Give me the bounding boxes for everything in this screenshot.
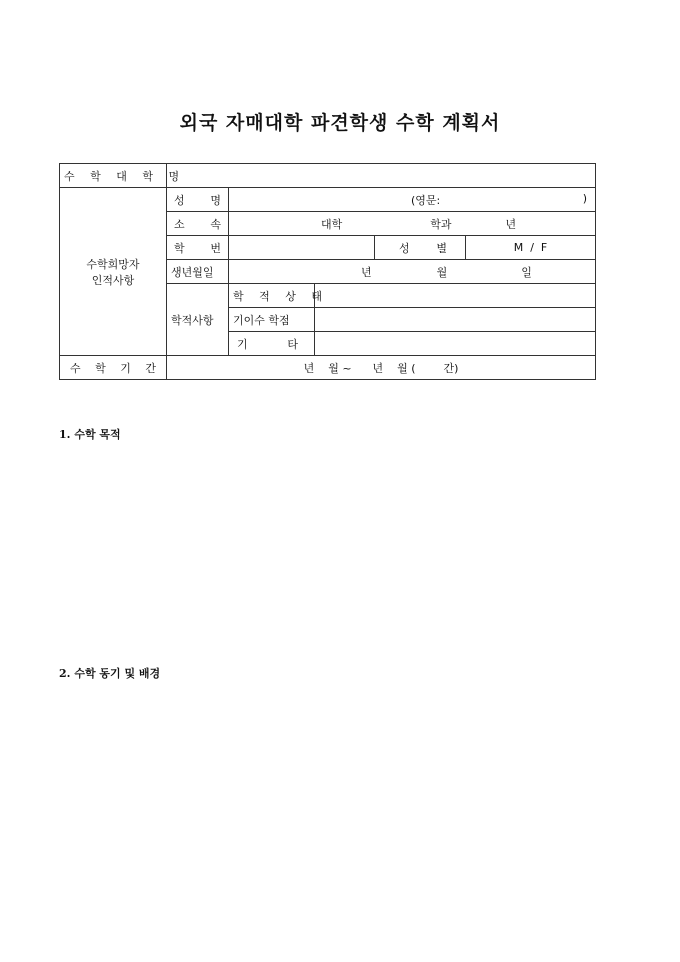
section-heading-purpose: 1. 수학 목적 (59, 428, 121, 441)
university-name-field[interactable] (167, 164, 596, 188)
page-title: 외국 자매대학 파견학생 수학 계획서 (179, 112, 501, 134)
other-label: 기 타 (229, 332, 315, 356)
gender-label: 성 별 (375, 236, 466, 260)
section-heading-motivation: 2. 수학 동기 및 배경 (59, 667, 161, 680)
name-field[interactable]: (영문: ) (229, 188, 596, 212)
name-label: 성 명 (167, 188, 229, 212)
birth-date-label: 생년월일 (167, 260, 229, 284)
study-period-field[interactable]: 년 월 ~ 년 월 ( 간) (167, 356, 596, 380)
affiliation-field[interactable]: 대학 학과 년 (229, 212, 596, 236)
university-name-label: 수 학 대 학 명 (60, 164, 167, 188)
study-period-label: 수 학 기 간 (60, 356, 167, 380)
affiliation-label: 소 속 (167, 212, 229, 236)
completed-credits-field[interactable] (315, 308, 596, 332)
academic-status-label: 학적사항 (167, 284, 229, 356)
student-id-label: 학 번 (167, 236, 229, 260)
applicant-info-label: 수학희망자 인적사항 (60, 188, 167, 356)
gender-field[interactable]: M / F (466, 236, 596, 260)
enrollment-status-label: 학 적 상 태 (229, 284, 315, 308)
completed-credits-label: 기이수 학점 (229, 308, 315, 332)
student-id-field[interactable] (229, 236, 375, 260)
other-field[interactable] (315, 332, 596, 356)
enrollment-status-field[interactable] (315, 284, 596, 308)
applicant-info-table (59, 163, 596, 380)
birth-date-field[interactable]: 년 월 일 (229, 260, 596, 284)
